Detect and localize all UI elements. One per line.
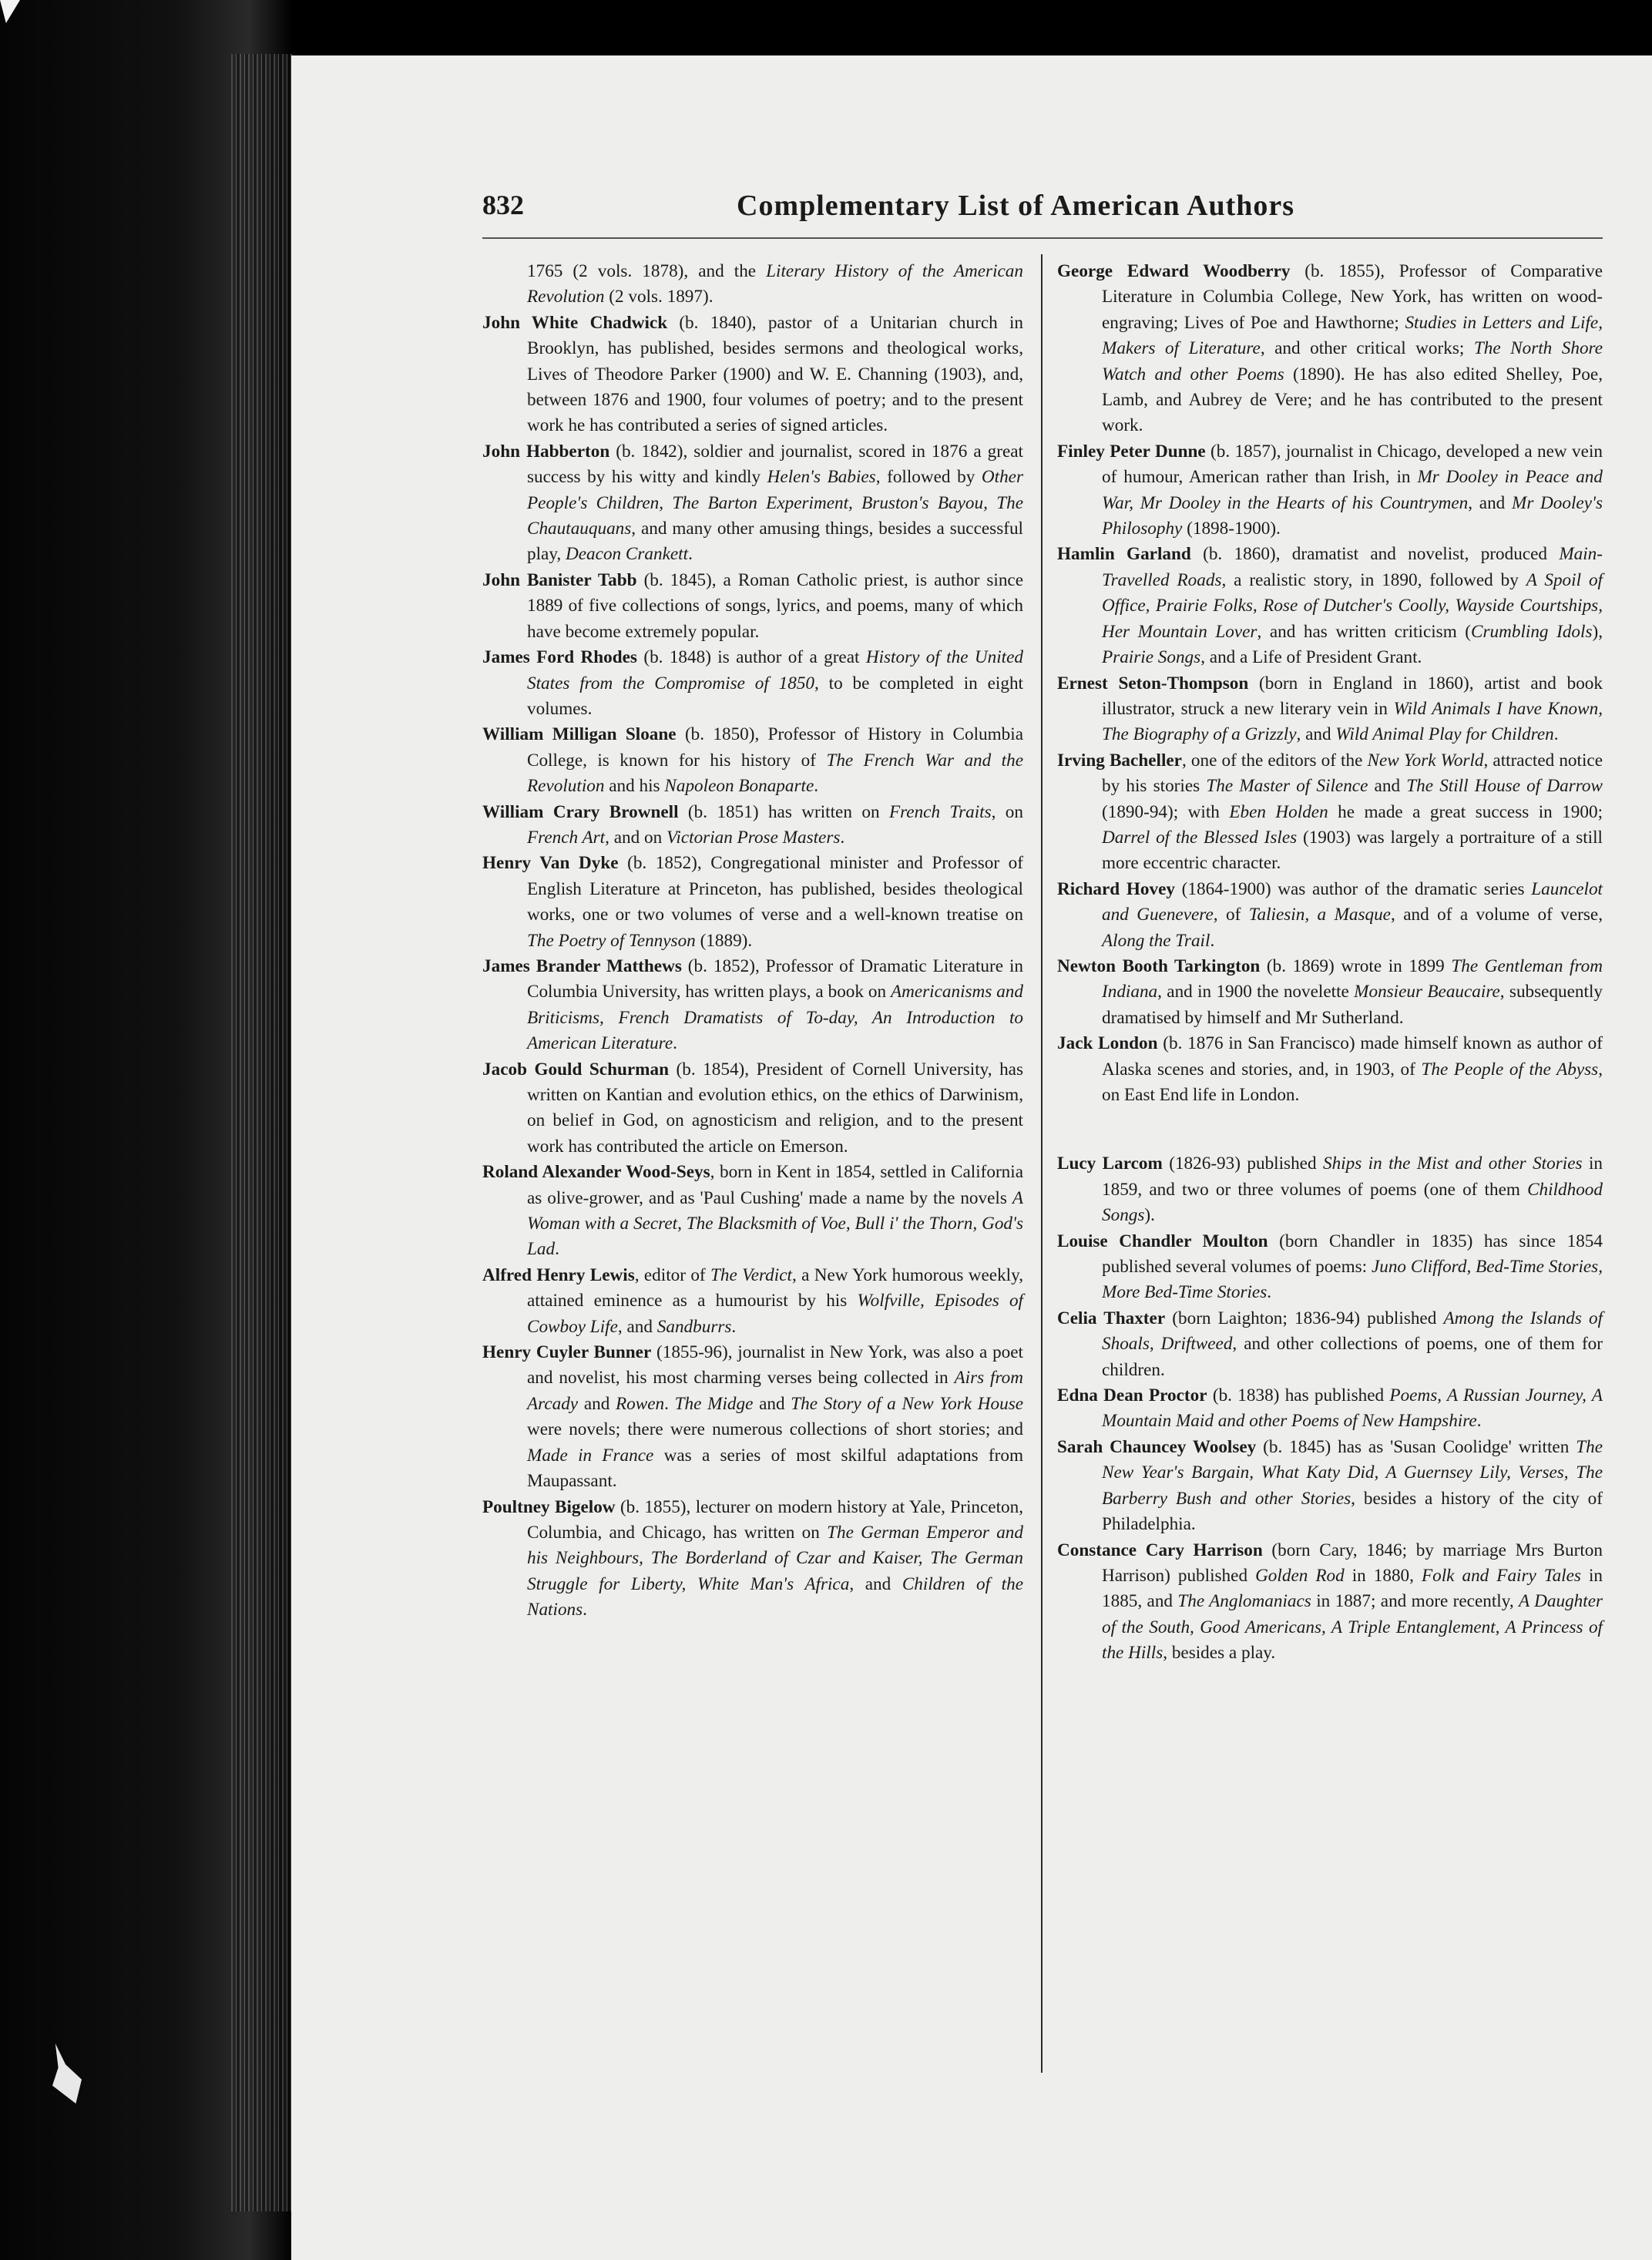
work-title: Made in France [527,1445,654,1466]
entry-text: , a realistic story, in 1890, followed by [1221,569,1526,590]
entry-text: (1890). He has also edited Shelley, Poe, Lamb, and Aubrey de Vere; and he has contributed to the present work. [1102,364,1603,436]
entry-text: , and [1468,492,1512,513]
work-title: Darrel of the Blessed Isles [1102,827,1298,848]
work-title: The Still House of Darrow [1406,776,1603,797]
author-entry [482,311,1023,439]
entry-text: in 1859, and two or three volumes of poems (one of them [1102,1154,1603,1200]
entry-text: . [840,827,845,848]
author-name: Roland Alexander Wood-Seys [482,1162,710,1183]
entry-text: in 1887; and more recently, [1311,1591,1519,1612]
entry-text: (1889). [695,930,753,951]
entry-text: , and in 1900 the novelette [1157,982,1355,1002]
entry-continuation [482,259,1023,311]
author-entry [1057,259,1603,439]
author-name: Richard Hovey [1057,878,1175,899]
entry-text: , editor of [634,1264,710,1285]
author-entry [1057,1383,1603,1435]
author-entry [1057,1031,1603,1108]
author-name: Poultney Bigelow [482,1496,616,1517]
entry-text: (b. 1851) has written on [678,801,889,822]
entry-text: , attracted notice by his stories [1102,750,1603,797]
entry-text: . [673,1033,677,1054]
author-name: George Edward Woodberry [1057,261,1291,281]
work-title: A Spoil of Office, Prairie Folks, Rose of Dutcher's Coolly, Wayside Courtships, Her Mountain Lover [1102,569,1603,642]
entry-text: (1898-1900). [1182,519,1281,539]
entry-text: (b. 1845), a Roman Catholic priest, is author since 1889 of five collections of songs, lyrics, and poems, many of which have become extremely popular. [527,569,1024,642]
work-title: Deacon Crankett [566,544,689,565]
work-title: Folk and Fairy Tales [1421,1565,1581,1586]
author-entry [482,1160,1023,1263]
entry-text: , on East End life in London. [1102,1059,1603,1105]
author-name: Constance Cary Harrison [1057,1540,1263,1560]
entry-text: . [1210,930,1215,951]
work-title: Americanisms and Briticisms, French Dramatists of To-day, An Introduction to American Literature [527,982,1023,1054]
left-column [482,259,1023,1624]
entry-text: (b. 1845) has as 'Susan Coolidge' written [1256,1436,1576,1457]
page-header [482,189,1592,235]
author-name: William Milligan Sloane [482,724,677,745]
author-name: Jacob Gould Schurman [482,1059,669,1080]
entry-text: (b. 1855), lecturer on modern history at Yale, Princeton, Columbia, and Chicago, has written on [527,1496,1023,1543]
work-title: The New Year's Bargain, What Katy Did, A Guernsey Lily, Verses, The Barberry Bush and other Stories [1102,1436,1603,1509]
entry-text: (b. 1848) is author of a great [636,647,866,668]
entry-text: , besides a history of the city of Philadelphia. [1102,1488,1603,1535]
entry-text: (b. 1852), Congregational minister and Professor of English Literature at Princeton, has published, besides theological works, one or two volumes of verse and a well-known treatise on [527,853,1023,925]
entry-text: , and a Life of President Grant. [1200,647,1422,668]
author-name: James Ford Rhodes [482,647,637,668]
entry-text: , and [617,1316,657,1337]
author-entry [1057,1151,1603,1228]
work-title: The North Shore Watch and other Poems [1102,338,1603,385]
work-title: Crumbling Idols [1471,621,1593,642]
work-title: Sandburrs [656,1316,732,1337]
entry-text: , and other collections of poems, one of them for children. [1102,1334,1603,1380]
author-entry [482,1057,1023,1160]
work-title: A Daughter of the South, Good Americans, A Triple Entanglement, A Princess of the Hills [1102,1591,1603,1664]
author-entry [482,568,1023,645]
entry-text: (born in England in 1860), artist and book illustrator, struck a new literary vein in [1102,673,1603,719]
author-entry [482,1495,1023,1624]
entry-text: , and on [605,827,667,848]
author-name: Alfred Henry Lewis [482,1264,635,1285]
author-entry [1057,877,1603,954]
entry-text: . [1267,1282,1272,1303]
work-title: Monsieur Beaucaire [1354,982,1500,1002]
work-title: French Art [527,827,606,848]
author-name: James Brander Matthews [482,955,682,976]
entry-text: (b. 1855), Professor of Comparative Literature in Columbia College, New York, has written on wood-engraving; Lives of Poe and Hawthorne; [1102,261,1603,333]
column-divider [1041,254,1043,2073]
author-name: John Habberton [482,441,610,462]
work-title: Poems, A Russian Journey, A Mountain Maid and other Poems of New Hampshire [1102,1385,1603,1432]
entry-text: (b. 1842), soldier and journalist, scored in 1876 a great success by his witty and kindly [527,441,1023,488]
author-entry [1057,542,1603,670]
work-title: Wolfville, Episodes of Cowboy Life [527,1291,1023,1337]
entry-text: (b. 1850), Professor of History in Columbia College, is known for his history of [527,724,1023,771]
entry-text: . [555,1239,559,1260]
author-entry [482,439,1023,568]
entry-text: ). [1144,1205,1155,1226]
entry-text: , of [1213,905,1249,925]
work-title: Mr Dooley's Philosophy [1102,492,1603,539]
entry-text: (b. 1860), dramatist and novelist, produced [1190,544,1560,565]
work-title: Rowen [616,1393,665,1414]
entry-text: (2 vols. 1897). [604,287,714,307]
author-entry [482,645,1023,722]
work-title: New York World [1367,750,1484,771]
entry-text: , and has written criticism ( [1257,621,1472,642]
entry-text: (b. 1857), journalist in Chicago, developed a new vein of humour, American rather than Irish, in [1102,441,1603,488]
entry-text: (1826-93) published [1162,1154,1323,1174]
author-name: Edna Dean Proctor [1057,1385,1207,1406]
entry-text: (b. 1869) wrote in 1899 [1260,955,1452,976]
work-title: Eben Holden [1229,801,1328,822]
entry-text: , subsequently dramatised by himself and Mr Sutherland. [1102,982,1603,1028]
author-name: John Banister Tabb [482,569,637,590]
entry-text: (1890-94); with [1102,801,1230,822]
entry-text: (b. 1876 in San Francisco) made himself known as author of Alaska scenes and stories, and, in 1903, of [1102,1033,1603,1080]
work-title: The Anglomaniacs [1177,1591,1311,1612]
work-title: A Woman with a Secret, The Blacksmith of Voe, Bull i' the Thorn, God's Lad [527,1187,1023,1260]
work-title: Among the Islands of Shoals, Driftweed [1102,1308,1603,1355]
entry-text: . [814,776,819,797]
entry-text: , and many other amusing things, besides a successful play, [527,519,1023,565]
entry-text: . [688,544,693,565]
entry-text: (1864-1900) was author of the dramatic series [1174,878,1532,899]
entry-text: , born in Kent in 1854, settled in California as olive-grower, and as 'Paul Cushing' made a name by the novels [527,1162,1024,1208]
entry-text: . [1476,1411,1482,1432]
author-name: Celia Thaxter [1057,1308,1166,1328]
entry-text: (born Chandler in 1835) has since 1854 published several volumes of poems: [1102,1231,1603,1278]
section-spacer [1057,1108,1603,1151]
author-entry [1057,439,1603,542]
work-title: Wild Animal Play for Children [1335,724,1554,745]
entry-text: (b. 1840), pastor of a Unitarian church in Brooklyn, has published, besides sermons and theological works, Lives of Theodore Parker (1900) and W. E. Channing (1903), and, between 1876 and 1900, four volumes of poetry; and to the present work he has contributed a series of signed articles. [527,312,1023,436]
work-title: Juno Clifford, Bed-Time Stories, More Bed-Time Stories [1102,1257,1603,1303]
work-title: Main-Travelled Roads [1102,544,1603,590]
work-title: The Verdict [710,1264,792,1285]
author-entry [482,722,1023,799]
entry-text: , a New York humorous weekly, attained eminence as a humourist by his [527,1264,1023,1311]
author-entry [1057,954,1603,1031]
author-entry [482,800,1023,851]
entry-text: , and [1296,724,1336,745]
entry-text: (born Laighton; 1836-94) published [1165,1308,1444,1328]
entry-text: , besides a play. [1163,1643,1276,1664]
entry-text: , and [849,1573,902,1594]
entry-text: and [1368,776,1407,797]
entry-text: (1903) was largely a portraiture of a still more eccentric character. [1102,827,1603,874]
work-title: The German Emperor and his Neighbours, The Borderland of Czar and Kaiser, The German Struggle for Liberty, White Man's Africa [527,1522,1023,1594]
entry-text: , followed by [875,467,982,488]
author-name: Lucy Larcom [1057,1154,1163,1174]
entry-text: in 1880, [1344,1565,1422,1586]
work-title: Victorian Prose Masters [666,827,841,848]
work-title: Studies in Letters and Life, Makers of Literature [1102,312,1603,359]
work-title: Helen's Babies [767,467,876,488]
work-title: Other People's Children, The Barton Experiment, Bruston's Bayou, The Chautauquans [527,467,1023,539]
author-entry [482,851,1023,954]
entry-text: in 1885, and [1102,1565,1603,1612]
entry-text: , to be completed in eight volumes. [527,673,1023,719]
entry-text: (b. 1854), President of Cornell University, has written on Kantian and evolution ethics, on the ethics of Darwinism, on belief in God, on agnosticism and religion, and to the present work has contributed the article on Emerson. [527,1059,1023,1157]
author-name: Henry Cuyler Bunner [482,1342,652,1363]
entry-text: 1765 (2 vols. 1878), and the [527,261,767,281]
header-rule [482,237,1603,239]
entry-text: . [731,1316,737,1337]
film-edge-texture [231,54,293,2211]
author-name: John White Chadwick [482,312,668,333]
author-entry [482,954,1023,1057]
entry-text: (1855-96), journalist in New York, was also a poet and novelist, his most charming verses being collected in [527,1342,1023,1389]
author-name: Finley Peter Dunne [1057,441,1206,462]
entry-text: and his [604,776,665,797]
work-title: The People of the Abyss [1421,1059,1599,1080]
entry-text: (b. 1852), Professor of Dramatic Literature in Columbia University, has written plays, a book on [527,955,1023,1002]
work-title: Children of the Nations [527,1573,1024,1620]
entry-text: , one of the editors of the [1181,750,1368,771]
entry-text: . [1553,724,1559,745]
work-title: Literary History of the American Revolution [527,261,1023,307]
work-title: Mr Dooley in Peace and War, Mr Dooley in the Hearts of his Countrymen [1102,467,1603,513]
entry-text: , and other critical works; [1260,338,1474,359]
work-title: The Gentleman from Indiana [1102,955,1603,1002]
entry-text: he made a great success in 1900; [1328,801,1603,822]
author-entry [482,1263,1023,1340]
author-name: William Crary Brownell [482,801,679,822]
author-entry [1057,671,1603,748]
work-title: The Midge [674,1393,754,1414]
author-entry [1057,1538,1603,1667]
author-name: Hamlin Garland [1057,544,1191,565]
right-column [1057,259,1603,1667]
work-title: Taliesin, a Masque [1248,905,1391,925]
running-title: Complementary List of American Authors [737,190,1295,222]
work-title: Golden Rod [1255,1565,1345,1586]
author-name: Newton Booth Tarkington [1057,955,1261,976]
work-title: Ships in the Mist and other Stories [1322,1154,1583,1174]
entry-text: was a series of most skilful adaptations from Maupassant. [527,1445,1023,1492]
page-number: 832 [482,190,524,220]
entry-text: (born Cary, 1846; by marriage Mrs Burton Harrison) published [1102,1540,1603,1586]
entry-text: and [753,1393,791,1414]
author-entry [482,1340,1023,1494]
work-title: Launcelot and Guenevere [1102,878,1603,925]
author-name: Henry Van Dyke [482,853,619,874]
author-name: Sarah Chauncey Woolsey [1057,1436,1257,1457]
work-title: Napoleon Bonaparte [664,776,814,797]
entry-text: . [583,1600,587,1620]
author-name: Jack London [1057,1033,1158,1054]
author-name: Irving Bacheller [1057,750,1182,771]
work-title: French Traits [888,801,992,822]
work-title: The Poetry of Tennyson [527,930,696,951]
entry-text: (b. 1838) has published [1207,1385,1390,1406]
entry-text: , and of a volume of verse, [1390,905,1603,925]
entry-text: and [578,1393,616,1414]
work-title: Airs from Arcady [527,1368,1023,1414]
entry-text: , on [991,801,1023,822]
entry-text: were novels; there were numerous collections of short stories; and [527,1419,1023,1440]
author-name: Ernest Seton-Thompson [1057,673,1249,693]
work-title: The Story of a New York House [791,1393,1024,1414]
work-title: Prairie Songs [1102,647,1201,668]
entry-text: . [664,1393,675,1414]
entry-text: ), [1592,621,1603,642]
work-title: Childhood Songs [1102,1179,1603,1226]
author-entry [1057,1435,1603,1538]
work-title: Along the Trail [1102,930,1210,951]
author-entry [1057,1306,1603,1383]
work-title: History of the United States from the Compromise of 1850 [527,647,1023,693]
work-title: The French War and the Revolution [527,750,1024,797]
work-title: Wild Animals I have Known, The Biography of a Grizzly [1102,698,1603,745]
author-name: Louise Chandler Moulton [1057,1231,1268,1251]
author-entry [1057,1229,1603,1306]
author-entry [1057,748,1603,877]
work-title: The Master of Silence [1206,776,1368,797]
